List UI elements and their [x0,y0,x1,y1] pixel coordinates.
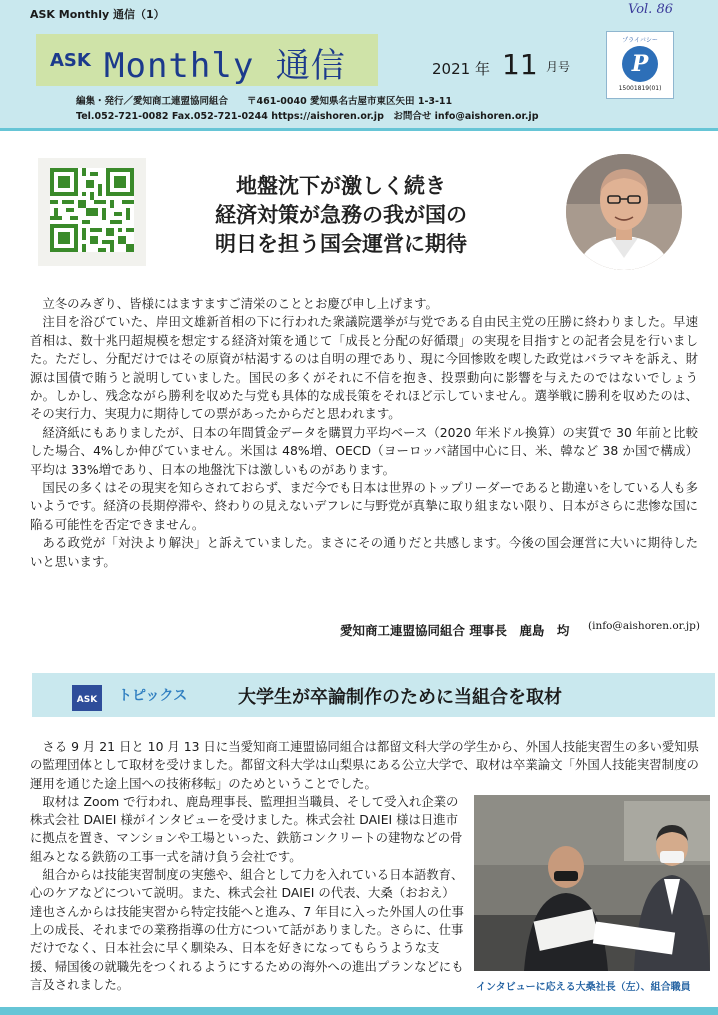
topics-title: 大学生が卒論制作のために当組合を取材 [238,687,562,708]
privacy-mark-label: プライバシー [622,37,658,44]
volume-number: Vol. 86 [628,2,673,17]
privacy-mark-symbol: P [622,46,658,82]
qr-code-icon[interactable] [38,158,146,266]
author-email[interactable]: (info@aishoren.or.jp) [588,620,700,632]
header-divider [0,128,718,131]
chairman-portrait [566,154,682,270]
article-paragraph: 取材は Zoom で行われ、鹿島理事長、監理担当職員、そして受入れ企業の株式会社 DAIEI 様がインタビューを受けました。株式会社 DAIEI 様は日進市に拠点を置き、マンションや工場といった、鉄筋コンクリートの建物などの骨組みとなる鉄筋の工事一式を請け負う会社です。 [30,793,463,864]
editorial-body [30,295,698,571]
headline-line-3: 明日を担う国会運営に期待 [215,232,467,256]
editorial-paragraph: 経済紙にもありましたが、日本の年間賃金データを購買力平均ベース（2020 年米ドル換算）の実質で 30 年前と比較した場合、4%しか伸びていません。米国は 48%増、OECD（ヨーロッパ諸国中心に日、米、韓など 38 か国で構成）平均は 33%増であり、日本の地盤沈下は激しいものがあります。 [30,424,698,477]
logo-title: Monthly 通信 [104,46,346,86]
interview-photo [474,795,710,971]
editorial-paragraph: 国民の多くはその現実を知らされておらず、まだ今でも日本は世界のトップリーダーであると勘違いをしている人も多いようです。経済の長期停滞や、終わりの見えないデフレに与野党が真摯に取り組まない限り、日本がさらに悲惨な国に陥る可能性を否定できません。 [30,480,698,532]
contact-info: Tel.052-721-0082 Fax.052-721-0244 https://aishoren.or.jp お問合せ info@aishoren.or.jp [76,111,539,122]
photo-caption: インタビューに応える大桑社長（左）、組合職員 [476,982,691,993]
topics-header [32,673,715,717]
issue-year: 2021 年 [432,60,490,78]
ask-badge-icon: ASK [72,685,102,711]
headline-line-1: 地盤沈下が激しく続き [236,174,446,198]
article-paragraph: 組合からは技能実習制度の実態や、組合として力を入れている日本語教育、心のケアなどについて説明。また、株式会社 DAIEI の代表、大桑（おおえ）達也さんからは技能実習から特定技能へと進み、7 年目に入った外国人の仕事上の成長、それまでの業務指導の仕方について話がありました。さらに、仕事だけでなく、日本社会に早く馴染み、日本を好きになってもらうような支援、帰国後の就職先をつくれるようにするための海外への進出プランなどにも言及されました。 [30,867,464,992]
header-band [0,0,718,128]
editorial-paragraph: 立冬のみぎり、皆様にはますますご清栄のこととお慶び申し上げます。 [42,296,438,311]
article-paragraph: さる 9 月 21 日と 10 月 13 日に当愛知商工連盟協同組合は都留文科大学の学生から、外国人技能実習生の多い愛知県の監理団体として取材を受けました。都留文科大学は山梨県にある公立大学で、取材は卒業論文「外国人技能実習制度の運用を通じた途上国への技術移転」のためということでした。 [30,739,700,791]
feature-headline [180,172,502,259]
headline-line-2: 経済対策が急務の我が国の [215,203,467,227]
issue-suffix: 月号 [546,60,571,74]
logo-ask: ASK [50,50,91,71]
footer-divider [0,1007,718,1015]
running-title: ASK Monthly 通信（1） [30,8,165,21]
privacy-mark-icon [606,31,674,99]
editorial-paragraph: ある政党が「対決より解決」と訴えていました。まさにその通りだと共感します。今後の国会運営に大いに期待したいと思います。 [30,535,698,569]
topics-label: トピックス [118,688,188,704]
editorial-paragraph: 注目を浴びていた、岸田文雄新首相の下に行われた衆議院選挙が与党である自由民主党の圧勝に終わりました。早速首相は、数十兆円超規模を想定する経済対策を通じて「成長と分配の好循環」の実現を目指すとの記者会見を行いました。ただし、分配だけではその原資が枯渇するのは自明の理であり、現に今回惨敗を喫した政党はバラマキを訴え、財源は国債で賄うと説明していました。国民の多くがそれに不信を抱き、投票動向に影響を与えたのではないでしょうか。しかし、残念ながら勝利を収めた与党も具体的な成長策をそれほど示していません。選挙戦に勝利を収めたのは、その実行力、実現力に期待しての票があったからだと思われます。 [30,314,698,422]
author-signature: 愛知商工連盟協同組合 理事長 鹿島 均 [340,623,570,638]
masthead-logo [36,34,378,86]
publisher-info: 編集・発行／愛知商工連盟協同組合 〒461-0040 愛知県名古屋市東区矢田 1-3-11 [76,96,453,107]
privacy-mark-number: 15001819(01) [618,85,662,92]
issue-month: 11 [502,48,538,81]
